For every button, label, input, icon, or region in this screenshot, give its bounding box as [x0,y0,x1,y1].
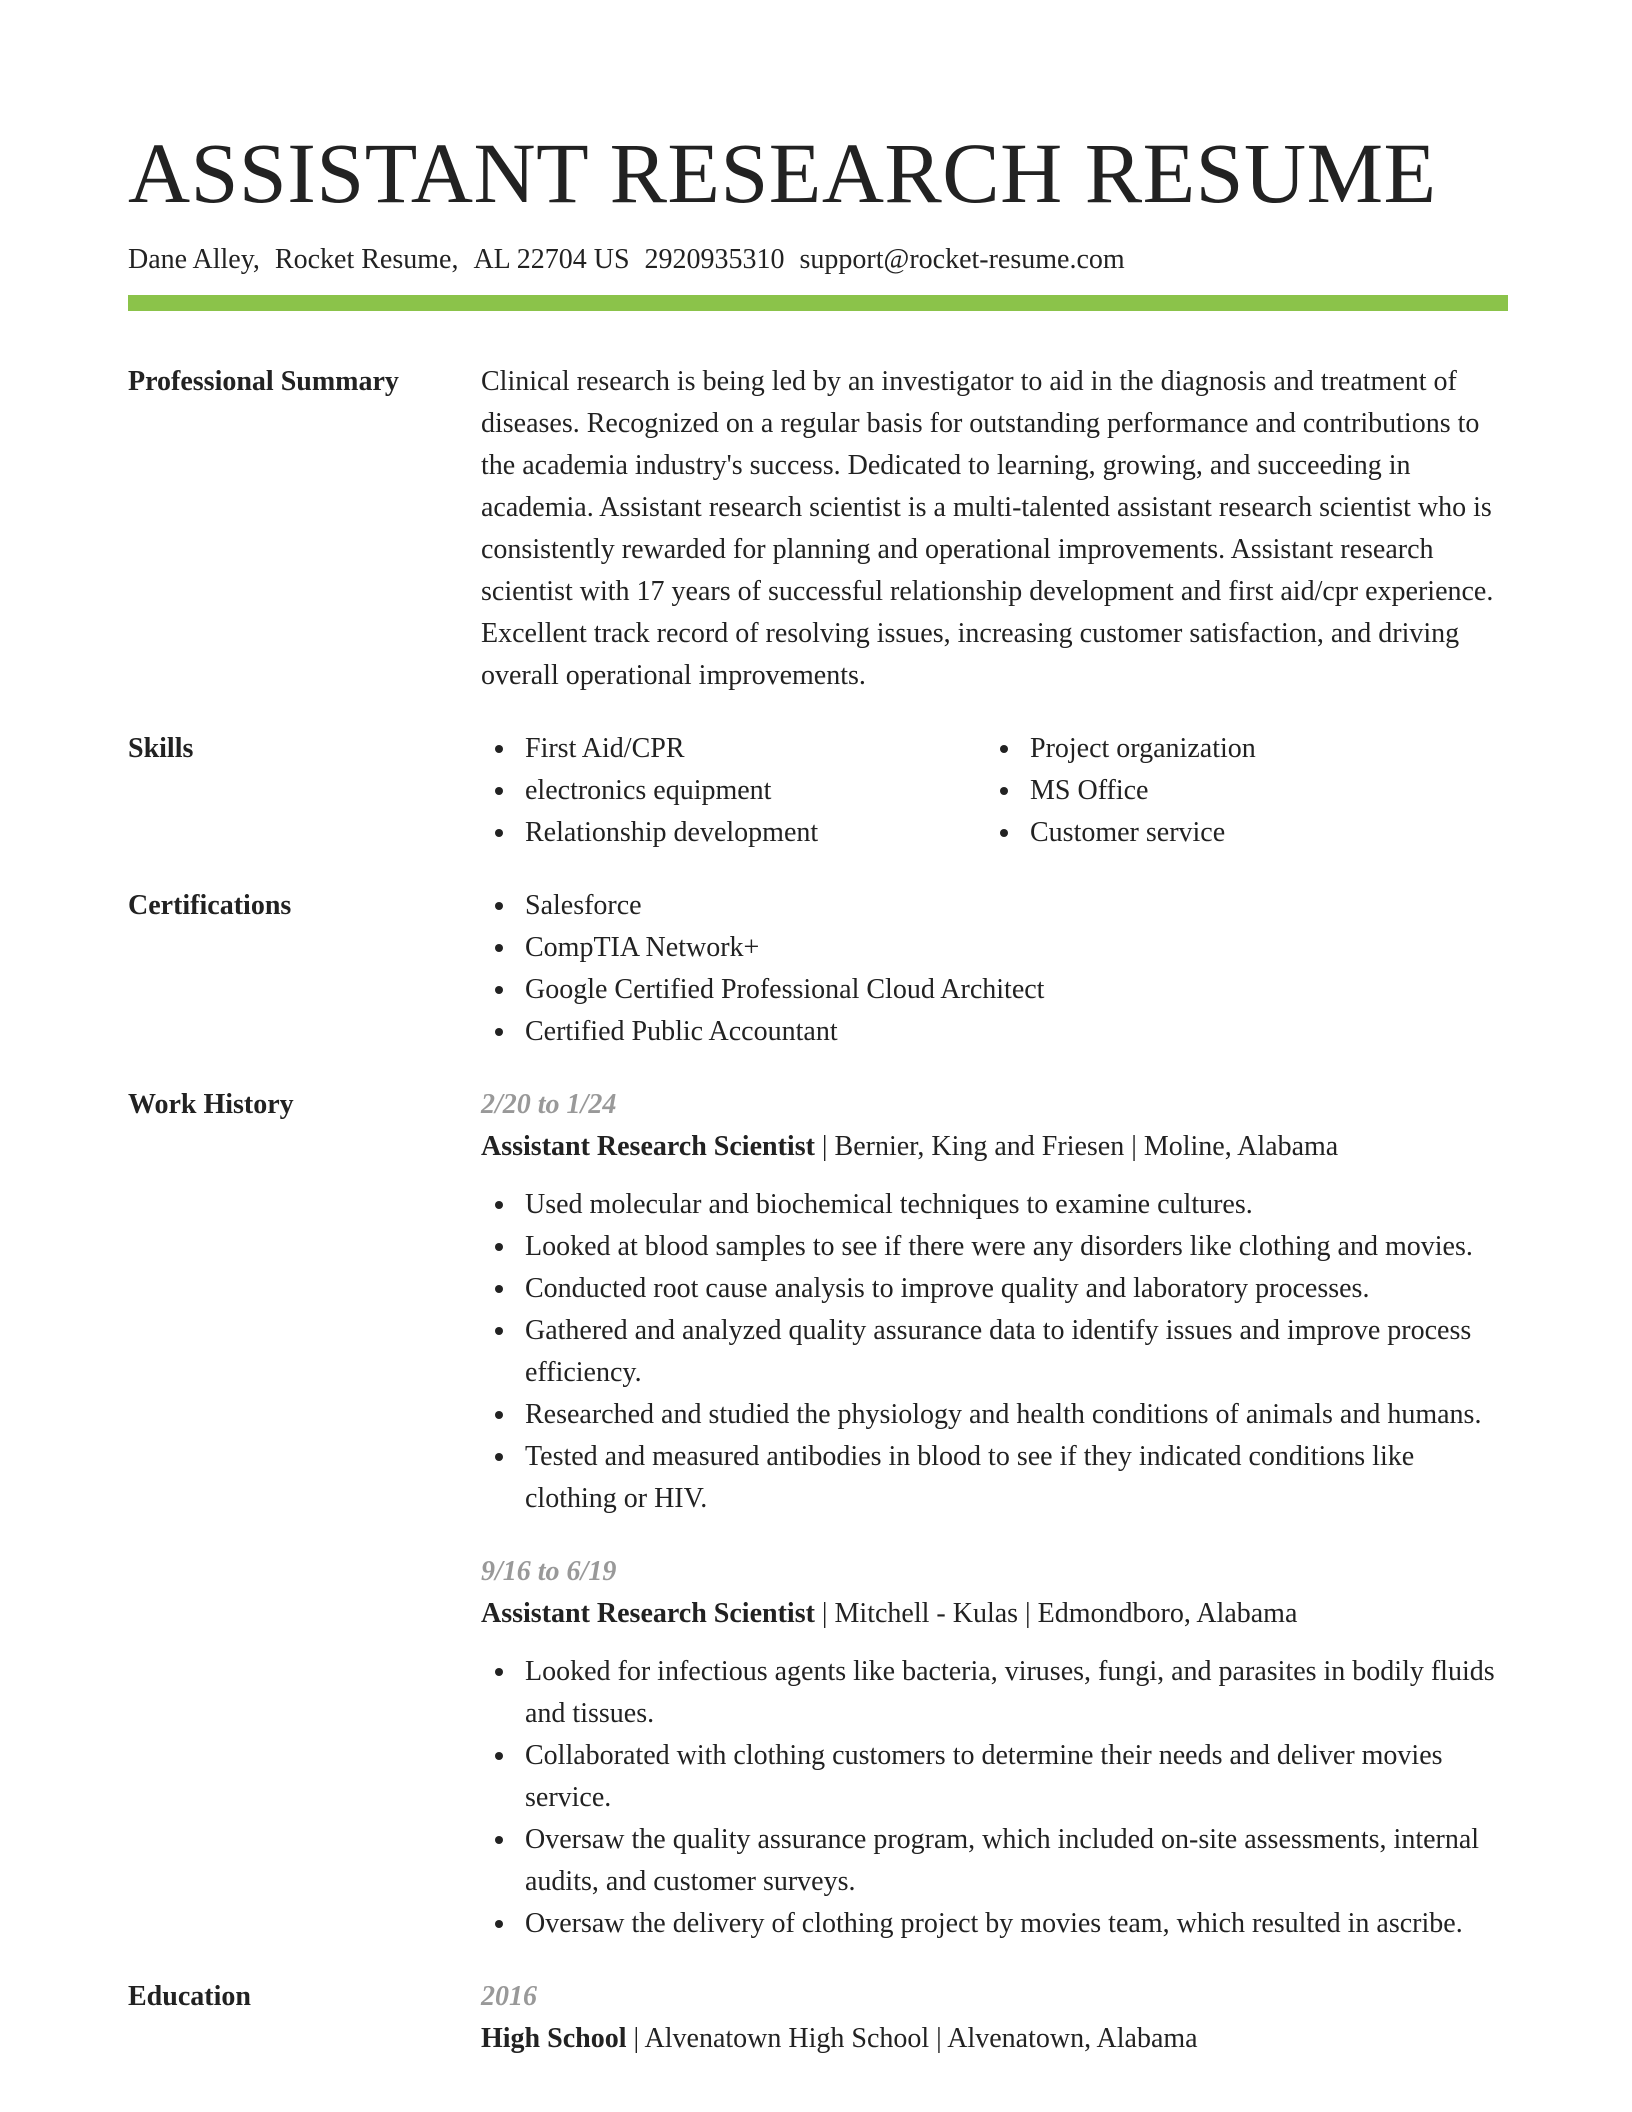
skill-item [481,770,986,812]
skill-item [481,728,986,770]
job-duty-item [481,1226,1508,1268]
bullet-dot [495,745,503,753]
bullet-dot [495,829,503,837]
section-heading-certifications: Certifications [128,890,292,921]
bullet-dot [495,986,503,994]
contact-name: Dane Alley, [128,244,260,275]
skills-section [128,728,1508,854]
contact-line [128,242,1508,278]
job-duty-text: Tested and measured antibodies in blood to see if they indicated conditions like clothing or HIV. [525,1441,1415,1514]
contact-phone: 2920935310 [644,244,785,275]
education-line [481,2018,1508,2060]
certification-item [481,927,1508,969]
job-duty-item [481,1310,1508,1394]
certification-item [481,885,1508,927]
skills-column-2 [986,728,1491,854]
education-school-location: | Alvenatown High School | Alvenatown, Alabama [633,2023,1198,2054]
contact-email: support@rocket-resume.com [799,244,1125,275]
job-employer-location: | Bernier, King and Friesen | Moline, Alabama [821,1131,1339,1162]
job-duties-list [481,1651,1508,1945]
skill-text: First Aid/CPR [525,733,685,764]
job-duty-text: Researched and studied the physiology and health conditions of animals and humans. [525,1399,1482,1430]
certification-text: Google Certified Professional Cloud Architect [525,974,1045,1005]
job-duty-text: Looked for infectious agents like bacteria, viruses, fungi, and parasites in bodily fluids and tissues. [525,1656,1495,1729]
job-duty-item [481,1268,1508,1310]
section-heading-summary: Professional Summary [128,366,399,397]
bullet-dot [495,1453,503,1461]
bullet-dot [495,1752,503,1760]
job-title: Assistant Research Scientist [481,1598,815,1629]
job-duty-text: Used molecular and biochemical techniques to examine cultures. [525,1189,1253,1220]
certification-text: Certified Public Accountant [525,1016,838,1047]
job-duty-item [481,1903,1508,1945]
work-history-section [128,1084,1508,1945]
job-duty-item [481,1394,1508,1436]
education-body [481,1976,1508,2060]
skill-text: MS Office [1030,775,1149,806]
bullet-dot [495,1411,503,1419]
skill-text: Relationship development [525,817,819,848]
certification-text: CompTIA Network+ [525,932,760,963]
bullet-dot [1000,745,1008,753]
job-duty-text: Conducted root cause analysis to improve quality and laboratory processes. [525,1273,1370,1304]
skills-column-1 [481,728,986,854]
skill-item [481,812,986,854]
job-dates: 2/20 to 1/24 [481,1089,617,1120]
bullet-dot [495,902,503,910]
certifications-body [481,885,1508,1053]
header-divider [128,295,1508,311]
job-duty-item [481,1651,1508,1735]
skill-text: electronics equipment [525,775,772,806]
bullet-dot [495,1243,503,1251]
bullet-dot [495,1920,503,1928]
bullet-dot [1000,829,1008,837]
skills-grid [481,728,1508,854]
certification-text: Salesforce [525,890,642,921]
bullet-dot [495,1201,503,1209]
certifications-section [128,885,1508,1053]
resume-page [128,0,1508,2060]
certification-item [481,1011,1508,1053]
job-duty-item [481,1735,1508,1819]
summary-body [481,361,1508,697]
job-duty-text: Collaborated with clothing customers to determine their needs and deliver movies service. [525,1740,1443,1813]
skill-item [986,812,1491,854]
bullet-dot [495,944,503,952]
job-dates: 9/16 to 6/19 [481,1556,617,1587]
skill-item [986,770,1491,812]
skill-item [986,728,1491,770]
bullet-dot [495,1285,503,1293]
job-duty-item [481,1184,1508,1226]
certifications-list [481,885,1508,1053]
job-employer-location: | Mitchell - Kulas | Edmondboro, Alabama [821,1598,1298,1629]
job-entry [481,1084,1508,1520]
skill-text: Project organization [1030,733,1256,764]
section-heading-education: Education [128,1981,251,2012]
bullet-dot [495,1836,503,1844]
resume-title: ASSISTANT RESEARCH RESUME [128,125,1437,221]
bullet-dot [495,1668,503,1676]
job-duty-text: Looked at blood samples to see if there were any disorders like clothing and movies. [525,1231,1473,1262]
job-position-line [481,1593,1508,1635]
job-duty-text: Oversaw the quality assurance program, which included on-site assessments, internal audits, and customer surveys. [525,1824,1480,1897]
education-section [128,1976,1508,2060]
summary-text: Clinical research is being led by an investigator to aid in the diagnosis and treatment of diseases. Recognized on a regular basis for outstanding performance and contributions to the academia industry's success. Dedicated to learning, growing, and succeeding in academia. Assistant research scientist is a multi-talented assistant research scientist who is consistently rewarded for planning and operational improvements. Assistant research scientist with 17 years of successful relationship development and first aid/cpr experience. Excellent track record of resolving issues, increasing customer satisfaction, and driving overall operational improvements. [481,366,1494,691]
section-heading-work-history: Work History [128,1089,294,1120]
bullet-dot [495,1028,503,1036]
contact-city: Rocket Resume, [274,244,459,275]
certification-item [481,969,1508,1011]
job-position-line [481,1126,1508,1168]
section-heading-skills: Skills [128,733,194,764]
summary-section [128,361,1508,697]
job-duty-item [481,1819,1508,1903]
job-duties-list [481,1184,1508,1520]
job-duty-text: Oversaw the delivery of clothing project by movies team, which resulted in ascribe. [525,1908,1463,1939]
bullet-dot [495,787,503,795]
education-date: 2016 [481,1981,537,2012]
job-entry [481,1551,1508,1945]
skill-text: Customer service [1030,817,1226,848]
bullet-dot [495,1327,503,1335]
job-title: Assistant Research Scientist [481,1131,815,1162]
contact-state-zip: AL 22704 US [473,244,630,275]
job-duty-text: Gathered and analyzed quality assurance data to identify issues and improve process efficiency. [525,1315,1472,1388]
bullet-dot [1000,787,1008,795]
education-degree: High School [481,2023,627,2054]
job-duty-item [481,1436,1508,1520]
work-history-body [481,1084,1508,1945]
